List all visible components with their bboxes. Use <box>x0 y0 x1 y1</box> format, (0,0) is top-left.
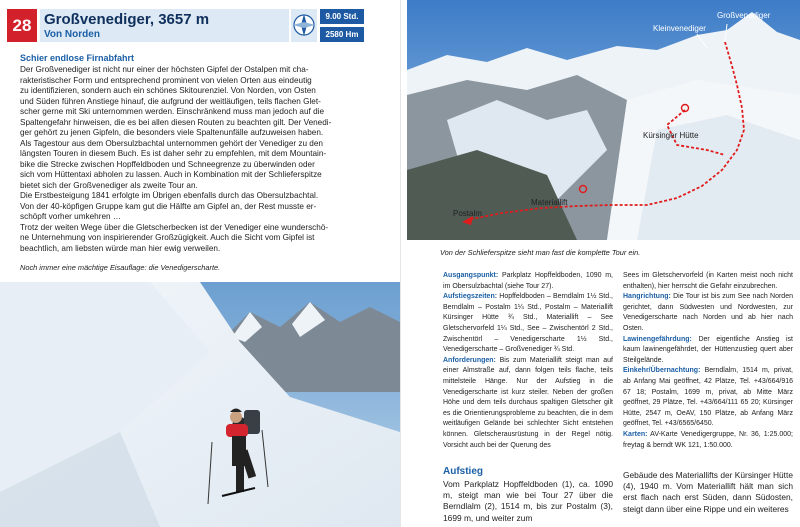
skier-photo <box>0 282 400 527</box>
info-label: Aufstiegszeiten: <box>443 293 498 301</box>
label-huette: Kürsinger Hütte <box>643 131 699 140</box>
label-grossvenediger: Großvenediger <box>717 11 771 20</box>
tour-number: 28 <box>7 9 37 42</box>
compass-icon <box>291 9 317 42</box>
tour-title: Großvenediger, 3657 m <box>44 11 210 28</box>
label-postalm: Postalm <box>453 209 482 218</box>
intro-text <box>20 65 380 254</box>
info-label: Ausgangspunkt: <box>443 272 499 279</box>
info-entry <box>623 430 793 451</box>
intro-line: ne Unternehmung von inspirierender Großzügigkeit. Auch die Sicht vom Gipfel ist <box>20 233 315 242</box>
intro-line: Als Tagestour aus dem Obersulzbachtal unternommen gehört der Venediger zu den <box>20 138 323 148</box>
intro-line: beachtlich, am liebsten würde man hier ewig verweilen. <box>20 243 221 253</box>
info-entry <box>623 335 793 367</box>
info-label: Einkehr/Übernachtung: <box>623 367 701 375</box>
info-label: Anforderungen: <box>443 356 496 364</box>
info-text: Bis zum Materiallift steigt man auf einer Almstraße auf, dann folgen teils flache, teils mittelsteile Hänge. Nur der Aufstieg in die Venedigerscharte ist kurz steiler. Neben der großen Höhe und dem teils durchaus spaltigen Gletscher gilt es die Orientierungsprobleme zu beachten, die in dem weitläufigen Gelände bei schlechter Sicht entstehen können. Gletscherausrüstung in der Regel nötig. Vorsicht auch bei der Querung des <box>443 356 613 449</box>
info-entry <box>623 366 793 430</box>
intro-line: bietet sich der Großvenediger als zweite Tour an. <box>20 180 198 190</box>
title-bar <box>40 9 289 42</box>
info-entry <box>443 356 613 451</box>
intro-line: ger gehört zu jenen Gipfeln, die besonders viele Spaltenunfälle aufzuweisen haben. <box>20 128 324 137</box>
info-text: Der eigentliche Anstieg ist kaum lawinengefährdet, der Hüttenzustieg quert aber Steilgelände. <box>623 335 793 364</box>
intro-line: zu identifizieren, sondern auch ein schönes Skitourenziel. Von Norden, von Osten <box>20 86 316 95</box>
info-text: Hopffeldboden – Berndlalm 1½ Std., Berndlalm – Postalm 1¼ Std., Postalm – Materiallift Kürsinger Hütte ¾ Std., Materiallift – See Gletschervorfeld 1¼ Std., See – Zwischentörl 2 Std., Zwischentörl – Venedigerscharte 1½ Std., Venedigerscharte – Großvenediger ¾ Std. <box>443 293 613 354</box>
intro-line: sich vom Hüttentaxi abholen zu lassen. Auch in Kombination mit der Schlieferspitze <box>20 170 322 179</box>
info-label: Lawinengefährdung: <box>623 335 692 343</box>
intro-line: bike die Strecke zwischen Hopffeldboden und Schneegrenze zu überwinden oder <box>20 159 315 169</box>
info-label: Karten: <box>623 430 648 438</box>
info-entry <box>623 292 793 334</box>
info-column-2 <box>623 271 793 451</box>
info-label: Hangrichtung: <box>623 293 671 301</box>
intro-line: Spaltengefahr hinweisen, die es bei allen diesen Routen zu beachten gilt. Der Venedi- <box>20 117 332 127</box>
intro-heading: Schier endlose Firnabfahrt <box>20 53 135 63</box>
info-text: Parkplatz Hopffeldboden, 1090 m, im Obersulzbachtal (siehe Tour 27). <box>443 272 613 290</box>
intro-line: scher gerne mit Ski unternommen werden. Einschränkend muss man jedoch auf die <box>20 107 325 116</box>
elevation-badge: 2580 Hm <box>320 27 364 42</box>
info-entry <box>623 271 793 292</box>
caption-right: Von der Schlieferspitze sieht man fast die komplette Tour ein. <box>440 248 641 257</box>
aufstieg-heading: Aufstieg <box>443 466 483 477</box>
label-materiallift: Materiallift <box>531 198 568 207</box>
info-text: AV-Karte Venedigergruppe, Nr. 36, 1:25.000; freytag & berndt WK 121, 1:50.000. <box>623 430 793 449</box>
time-badge: 9.00 Std. <box>320 9 364 24</box>
intro-line: Von der 40-köpfigen Gruppe kam gut die Hälfte am Gipfel an, der Rest musste er- <box>20 201 317 211</box>
caption-left: Noch immer eine mächtige Eisauflage: die Venedigerscharte. <box>20 263 221 272</box>
intro-line: und Süden führen Anstiege hinauf, die aufgrund der weitläufigen, teils flachen Glet- <box>20 96 321 106</box>
intro-line: schöpft vorher umkehren … <box>20 212 122 221</box>
tour-subtitle: Von Norden <box>44 29 100 40</box>
route-photo <box>407 0 800 240</box>
info-text: Berndlalm, 1514 m, privat, ab Anfang Mai geöffnet, 42 Plätze, Tel. +43/664/916 67 18; Postalm, 1699 m, privat, ab Mitte März geöffnet, 29 Plätze, Tel. +43/664/111 65 20; Kürsinger Hütte, 2547 m, OeAV, 150 Plätze, ab Anfang März geöffnet, Tel. +43/6565/6450. <box>623 367 793 428</box>
intro-line: längsten Touren in diesem Buch. Es ist daher sehr zu empfehlen, mit dem Mountain- <box>20 149 327 158</box>
info-entry <box>443 271 613 292</box>
aufstieg-text: Vom Parkplatz Hopffeldboden (1), ca. 1090 m, steigt man wie bei Tour 27 über die Berndlalm (2), 1514 m, bis zur Postalm (3), 1699 m, und weiter zum <box>443 479 613 523</box>
info-text: Die Tour ist bis zum See nach Norden gerichtet, dann Südwesten und Nordwesten, zur Venedigerscharte nach Norden und ab hier nach Osten. <box>623 293 793 332</box>
intro-line: Die Erstbesteigung 1841 erfolgte im Übrigen ebenfalls durch das Obersulzbachtal. <box>20 191 319 200</box>
info-entry <box>443 292 613 356</box>
label-kleinvenediger: Kleinvenediger <box>653 24 706 33</box>
aufstieg-text-continued: Gebäude des Materiallifts der Kürsinger Hütte (4), 1940 m. Vom Materiallift hält man sich erst flach nach erst Süden, dann Südosten, steigt dann über eine Rippe und ein weiteres <box>623 470 793 514</box>
info-column-1 <box>443 271 613 451</box>
intro-line: rakteristischer Form und entsprechend prominent von vielen Orten aus eindeutig <box>20 75 312 85</box>
intro-line: Trotz der weiten Wege über die Gletscherbecken ist der Venediger eine wunderschö- <box>20 222 329 232</box>
info-text: Sees im Gletschervorfeld (in Karten meist noch nicht enthalten), hier herrscht die Gefahr einzubrechen. <box>623 272 793 290</box>
intro-line: Der Großvenediger ist nicht nur einer der höchsten Gipfel der Ostalpen mit cha- <box>20 65 309 74</box>
